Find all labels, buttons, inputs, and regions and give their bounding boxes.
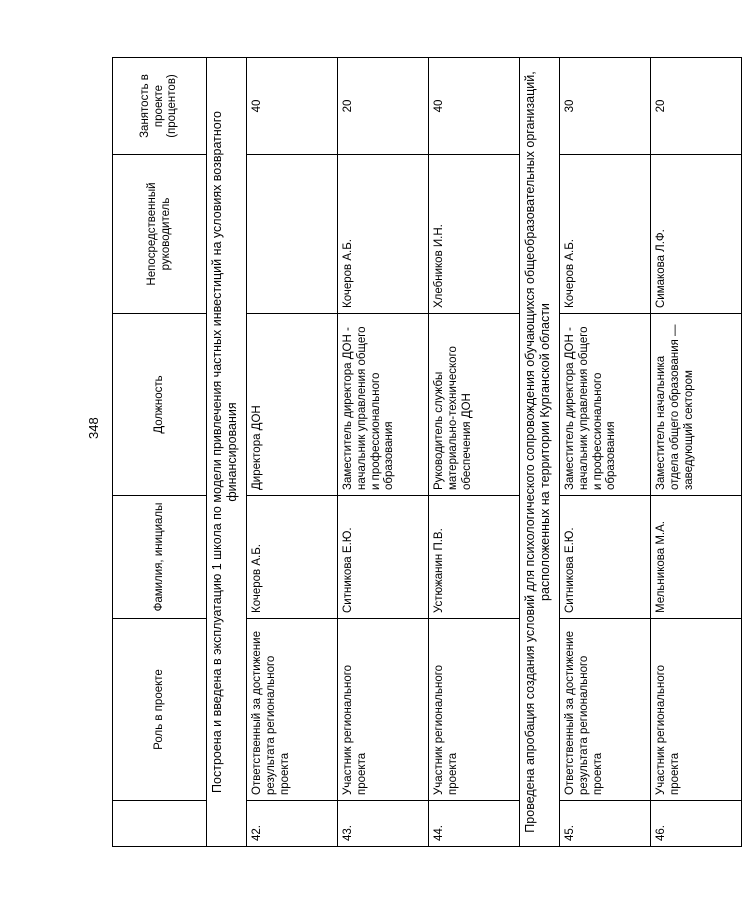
row-load: 40: [429, 58, 520, 155]
row-role: Ответственный за достижение результата регионального проекта: [247, 619, 338, 801]
header-supervisor: Непосредственный руководитель: [113, 155, 207, 314]
row-supervisor: [247, 155, 338, 314]
table-row: [651, 58, 742, 847]
table-header-row: [113, 58, 207, 847]
section-title: Проведена апробация создания условий для психологического сопровождения обучающихся общеобразовательных организаций, расположенных на территории Курганской области: [520, 58, 560, 847]
section-row: [520, 58, 560, 847]
row-name: Ситникова Е.Ю.: [560, 496, 651, 619]
row-role: Участник регионального проекта: [338, 619, 429, 801]
row-load: 40: [247, 58, 338, 155]
row-load: 20: [651, 58, 742, 155]
row-position: Заместитель директора ДОН - начальник управления общего и профессионального образования: [560, 314, 651, 496]
row-position: Заместитель начальника отдела общего образования — заведующий сектором: [651, 314, 742, 496]
row-load: 20: [338, 58, 429, 155]
row-name: Ситникова Е.Ю.: [338, 496, 429, 619]
header-load: Занятость в проекте (процентов): [113, 58, 207, 155]
header-role: Роль в проекте: [113, 619, 207, 801]
row-number: 45.: [560, 801, 651, 847]
row-number: 43.: [338, 801, 429, 847]
table-row: [429, 58, 520, 847]
row-role: Участник регионального проекта: [429, 619, 520, 801]
row-role: Участник регионального проекта: [651, 619, 742, 801]
row-load: 30: [560, 58, 651, 155]
row-number: 44.: [429, 801, 520, 847]
row-position: Директора ДОН: [247, 314, 338, 496]
table-row: [338, 58, 429, 847]
row-name: Кочеров А.Б.: [247, 496, 338, 619]
table-row: [560, 58, 651, 847]
row-supervisor: Кочеров А.Б.: [560, 155, 651, 314]
header-number: [113, 801, 207, 847]
row-name: Устюжанин П.В.: [429, 496, 520, 619]
header-name: Фамилия, инициалы: [113, 496, 207, 619]
section-row: [207, 58, 247, 847]
row-supervisor: Симакова Л.Ф.: [651, 155, 742, 314]
project-team-table: [112, 57, 742, 847]
section-title: Построена и введена в эксплуатацию 1 школа по модели привлечения частных инвестиций на условиях возвратного финансирования: [207, 58, 247, 847]
row-role: Ответственный за достижение результата регионального проекта: [560, 619, 651, 801]
row-supervisor: Кочеров А.Б.: [338, 155, 429, 314]
row-number: 42.: [247, 801, 338, 847]
table-row: [247, 58, 338, 847]
row-number: 46.: [651, 801, 742, 847]
row-position: Руководитель службы материально-технического обеспечения ДОН: [429, 314, 520, 496]
row-position: Заместитель директора ДОН - начальник управления общего и профессионального образования: [338, 314, 429, 496]
row-name: Мельникова М.А.: [651, 496, 742, 619]
rotated-table-container: [112, 58, 695, 847]
header-position: Должность: [113, 314, 207, 496]
row-supervisor: Хлебников И.Н.: [429, 155, 520, 314]
page-number: 348: [86, 417, 101, 439]
